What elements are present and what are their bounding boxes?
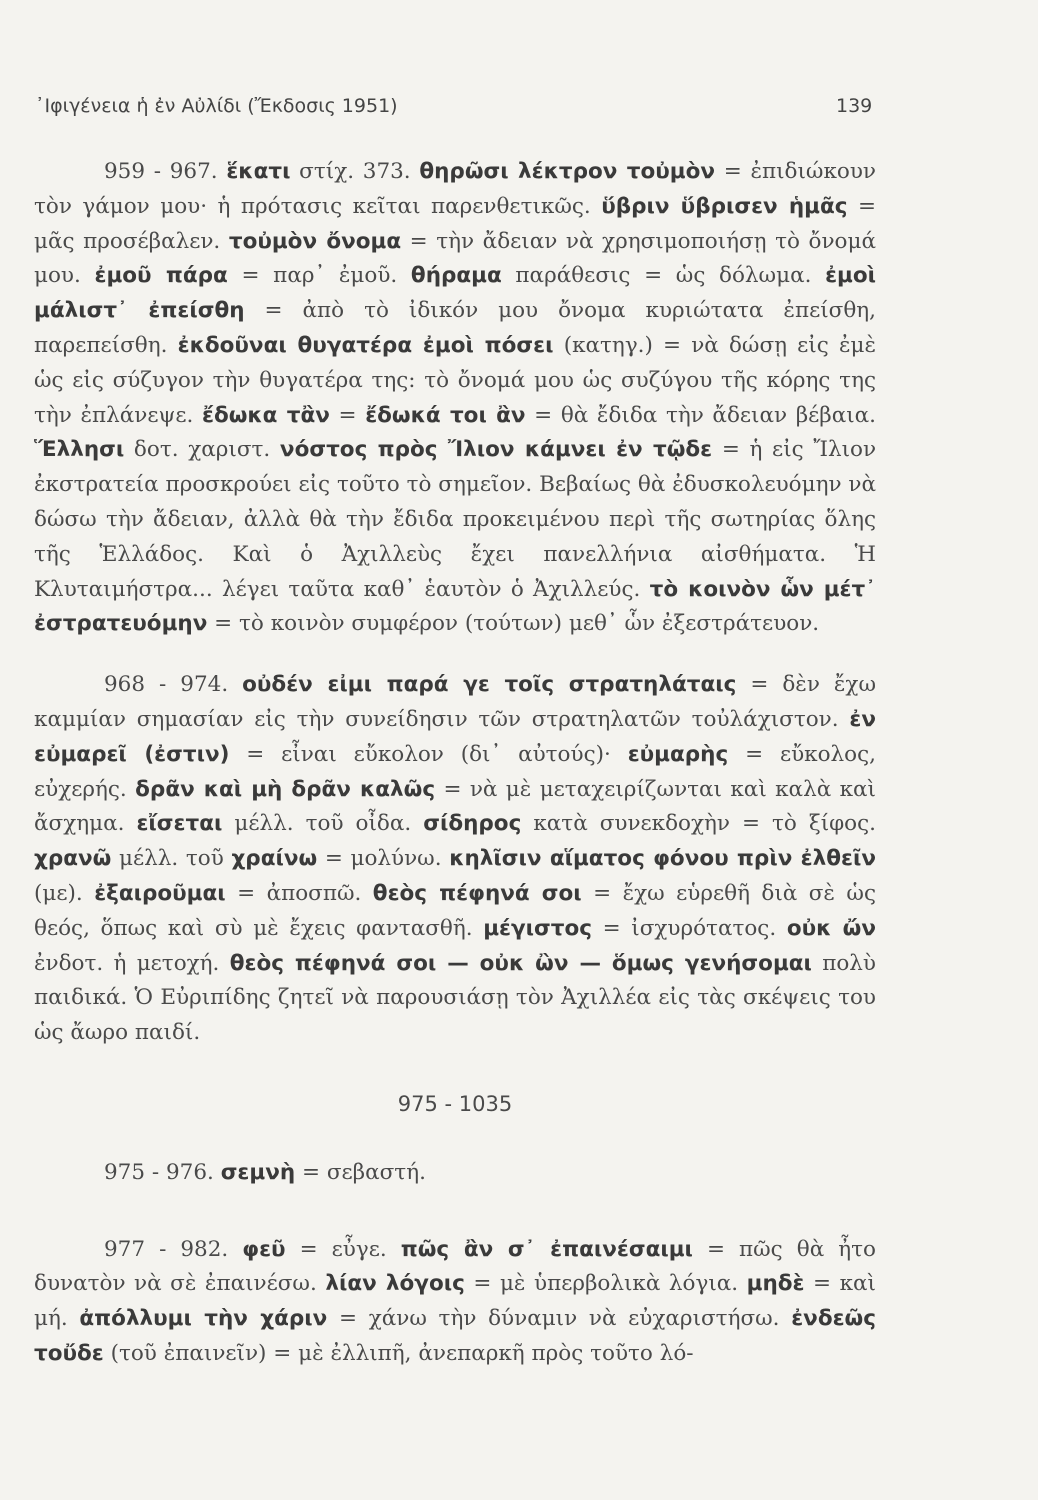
lemma: οὐδέν εἰμι παρά γε τοῖς στρατηλάταις xyxy=(242,672,737,698)
lemma: μέγιστος xyxy=(483,915,592,941)
lemma: ἔδωκά τοι ἂν xyxy=(365,402,526,428)
lemma: θεὸς πέφηνά σοι xyxy=(372,880,582,906)
page-number: 139 xyxy=(836,95,873,117)
lemma: ἐκδοῦναι θυγατέρα ἐμοὶ πόσει xyxy=(177,332,554,358)
lemma: σεμνὴ xyxy=(220,1159,296,1185)
lemma: φεῦ xyxy=(242,1236,286,1262)
lemma: ἐμοῦ πάρα xyxy=(94,263,228,289)
page-header xyxy=(0,95,1038,125)
commentary-paragraph-959-967: 959 - 967. ἕκατι στίχ. 373. θηρῶσι λέκτρον τοὐμὸν = ἐπιδιώκουν τὸν γάμον μου· ἡ πρότασις κεῖται παρενθετικῶς. ὕβριν ὕβρισεν ἡμᾶς = μᾶς προσέβαλεν. τοὐμὸν ὄνομα = τὴν ἄδειαν νὰ χρησιμοποιήσῃ τὸ ὄνομά μου. ἐμοῦ πάρα = παρ᾿ ἐμοῦ. θήραμα παράθεσις = ὡς δόλωμα. ἐμοὶ μάλιστ᾿ ἐπείσθη = ἀπὸ τὸ ἰδικόν μου ὄνομα κυριώτατα ἐπείσθη, παρεπείσθη. ἐκδοῦναι θυγατέρα ἐμοὶ πόσει (κατηγ.) = νὰ δώσῃ εἰς ἐμὲ ὡς εἰς σύζυγον τὴν θυγατέρα της: τὸ ὄνομά μου ὡς συζύγου τῆς κόρης της τὴν ἐπλάνεψε. ἔδωκα τἂν = ἔδωκά τοι ἂν = θὰ ἔδιδα τὴν ἄδειαν βέβαια. Ἕλλησι δοτ. χαριστ. νόστος πρὸς Ἴλιον κάμνει ἐν τῷδε = ἡ εἰς Ἴλιον ἐκστρατεία προσκρούει εἰς τοῦτο τὸ σημεῖον. Βεβαίως θὰ ἐδυσκολευόμην νὰ δώσω τὴν ἄδειαν, ἀλλὰ θὰ τὴν ἔδιδα προκειμένου περὶ τῆς σωτηρίας ὅλης τῆς Ἑλλάδος. Καὶ ὁ Ἀχιλλεὺς ἔχει πανελλήνια αἰσθήματα. Ἡ Κλυταιμήστρα... λέγει ταῦτα καθ᾿ ἑαυτὸν ὁ Ἀχιλλεύς. τὸ κοινὸν ὧν μέτ᾿ ἐστρατευόμην = τὸ κοινὸν συμφέρον (τούτων) μεθ᾿ ὧν ἐξεστράτευον. xyxy=(34,159,877,637)
lemma: Ἕλλησι xyxy=(34,437,125,463)
lemma: ἐν εὐμαρεῖ (ἐστιν) xyxy=(34,706,876,767)
lemma: νόστος πρὸς Ἴλιον κάμνει ἐν τῷδε xyxy=(279,437,713,463)
lemma: χρανῶ xyxy=(34,846,112,872)
lemma: ἐξαιροῦμαι xyxy=(94,880,226,906)
commentary-paragraph-968-974: 968 - 974. οὐδέν εἰμι παρά γε τοῖς στρατηλάταις = δὲν ἔχω καμμίαν σημασίαν εἰς τὴν συνείδησιν τῶν στρατηλατῶν τοὐλάχιστον. ἐν εὐμαρεῖ (ἐστιν) = εἶναι εὔκολον (δι᾿ αὐτούς)· εὐμαρὴς = εὔκολος, εὐχερής. δρᾶν καὶ μὴ δρᾶν καλῶς = νὰ μὲ μεταχειρίζωνται καὶ καλὰ καὶ ἄσχημα. εἴσεται μέλλ. τοῦ οἶδα. σίδηρος κατὰ συνεκδοχὴν = τὸ ξίφος. χρανῶ μέλλ. τοῦ χραίνω = μολύνω. κηλῖσιν αἵματος φόνου πρὶν ἐλθεῖν (με). ἐξαιροῦμαι = ἀποσπῶ. θεὸς πέφηνά σοι = ἔχω εὑρεθῆ διὰ σὲ ὡς θεός, ὅπως καὶ σὺ μὲ ἔχεις φαντασθῆ. μέγιστος = ἰσχυρότατος. οὐκ ὤν ἐνδοτ. ἡ μετοχή. θεὸς πέφηνά σοι — οὐκ ὢν — ὅμως γενήσομαι πολὺ παιδικά. Ὁ Εὐριπίδης ζητεῖ νὰ παρουσιάσῃ τὸν Ἀχιλλέα εἰς τὰς σκέψεις του ὡς ἄωρο παιδί. xyxy=(34,672,877,1046)
lemma: τὸ κοινὸν ὧν μέτ᾿ ἐστρατευόμην xyxy=(34,576,876,637)
lemma: εὐμαρὴς xyxy=(627,741,729,767)
lemma: τοὐμὸν ὄνομα xyxy=(228,228,402,254)
lemma: μηδὲ xyxy=(746,1271,805,1297)
lemma: σίδηρος xyxy=(423,811,522,837)
lemma: θήραμα xyxy=(410,263,502,289)
lemma: δρᾶν καὶ μὴ δρᾶν καλῶς xyxy=(135,776,436,802)
lemma: ὕβριν ὕβρισεν ἡμᾶς xyxy=(601,193,848,219)
lemma: οὐκ ὤν xyxy=(786,915,876,941)
lemma: ἐμοὶ μάλιστ᾿ ἐπείσθη xyxy=(34,263,877,324)
lemma: θεὸς πέφηνά σοι — οὐκ ὢν — ὅμως γενήσομαι xyxy=(229,950,812,976)
lemma: ἀπόλλυμι τὴν χάριν xyxy=(79,1306,328,1332)
commentary-paragraph-975-976: 975 - 976. σεμνὴ = σεβαστή. xyxy=(104,1159,426,1185)
lemma: κηλῖσιν αἵματος φόνου πρὶν ἐλθεῖν xyxy=(449,846,876,872)
lemma: θηρῶσι λέκτρον τοὐμὸν xyxy=(419,159,715,184)
commentary-body xyxy=(34,155,876,1372)
lemma: εἴσεται xyxy=(136,811,223,837)
lemma: χραίνω xyxy=(231,846,318,872)
section-heading: 975 - 1035 xyxy=(397,1091,513,1116)
lemma: ἐνδεῶς τοὔδε xyxy=(34,1306,876,1366)
lemma: πῶς ἂν σ᾿ ἐπαινέσαιμι xyxy=(400,1236,693,1262)
lemma: λίαν λόγοις xyxy=(325,1271,465,1297)
lemma: ἕκατι xyxy=(226,159,291,184)
lemma: ἔδωκα τἂν xyxy=(201,402,330,428)
running-title: ᾿Ιφιγένεια ἡ ἐν Αὐλίδι (Ἔκδοσις 1951) xyxy=(35,95,398,117)
commentary-paragraph-977-982: 977 - 982. φεῦ = εὖγε. πῶς ἂν σ᾿ ἐπαινέσαιμι = πῶς θὰ ἦτο δυνατὸν νὰ σὲ ἐπαινέσω. λίαν λόγοις = μὲ ὑπερβολικὰ λόγια. μηδὲ = καὶ μή. ἀπόλλυμι τὴν χάριν = χάνω τὴν δύναμιν νὰ εὐχαριστήσω. ἐνδεῶς τοὔδε (τοῦ ἐπαινεῖν) = μὲ ἐλλιπῆ, ἀνεπαρκῆ πρὸς τοῦτο λό- xyxy=(34,1236,876,1366)
